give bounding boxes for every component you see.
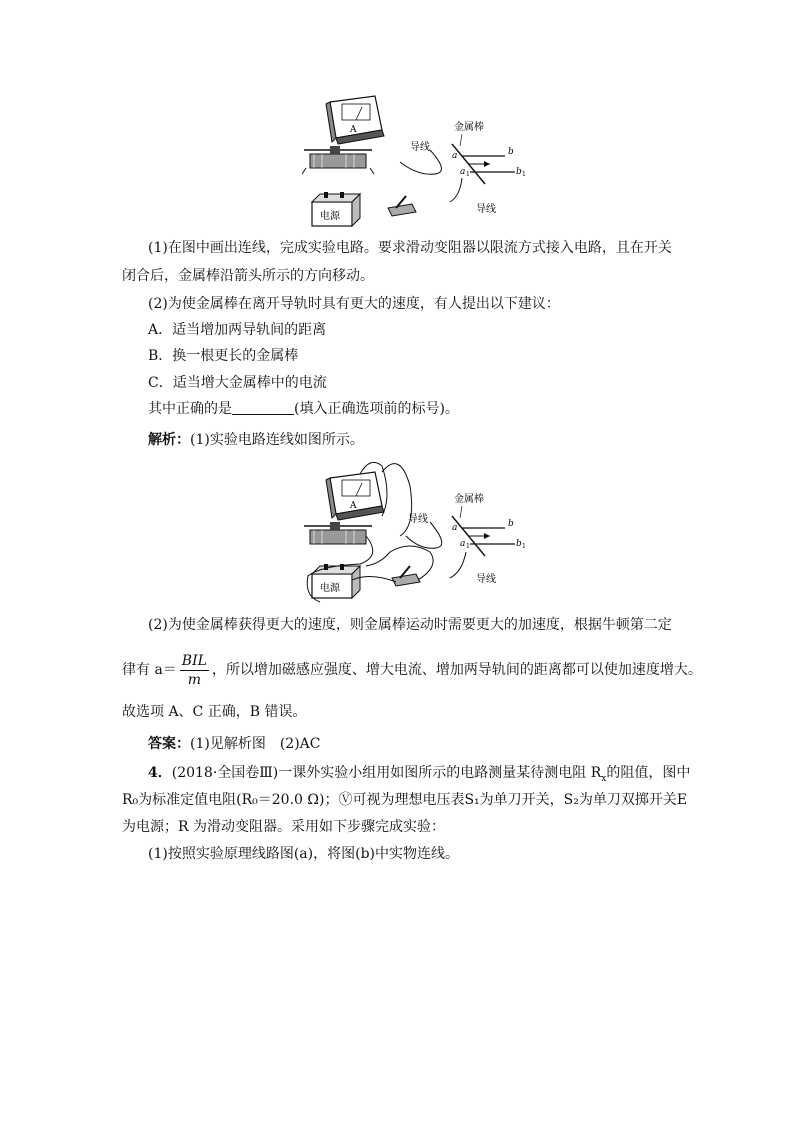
label-b1-sub: 1 xyxy=(522,171,526,178)
q4-line-1-sub: x xyxy=(601,773,607,784)
wire-label-2: 导线 xyxy=(476,574,496,585)
ammeter-label: A xyxy=(350,501,357,511)
q4-line-1-text: (2018·全国卷Ⅲ)一课外实验小组用如图所示的电路测量某待测电阻 R xyxy=(171,765,602,781)
analysis-2-line-2 xyxy=(122,650,702,690)
q4-number: 4． xyxy=(148,765,172,781)
ammeter-icon xyxy=(326,472,384,520)
q4-line-3: 为电源；R 为滑动变阻器。采用如下步骤完成实验： xyxy=(122,819,445,835)
label-b1: b xyxy=(516,167,522,177)
label-a: a xyxy=(452,151,458,161)
q4-line-1 xyxy=(148,763,690,789)
analysis-2-line-2-prefix: 律有 a＝ xyxy=(122,662,177,678)
power-label: 电源 xyxy=(320,583,340,594)
formula-fraction xyxy=(180,652,209,689)
figure-1-circuit xyxy=(300,92,540,232)
label-a1: a xyxy=(460,539,466,549)
figure-2-circuit xyxy=(300,456,540,606)
answer-line xyxy=(148,734,320,754)
option-a: A．适当增加两导轨间的距离 xyxy=(148,322,327,338)
q4-line-1-end: 的阻值，图中 xyxy=(606,765,691,781)
analysis-1: (1)实验电路连线如图所示。 xyxy=(190,432,364,448)
label-a1-sub: 1 xyxy=(466,171,470,178)
rheostat-icon xyxy=(302,146,374,174)
option-c: C．适当增大金属棒中的电流 xyxy=(148,375,327,391)
label-b: b xyxy=(508,519,514,529)
option-b: B．换一根更长的金属棒 xyxy=(148,348,299,364)
fill-suffix: (填入正确选项前的标号)。 xyxy=(294,401,459,417)
ammeter-icon xyxy=(326,96,384,144)
label-b1-sub: 1 xyxy=(522,543,526,550)
analysis-2-line-1: (2)为使金属棒获得更大的速度，则金属棒运动时需要更大的加速度，根据牛顿第二定 xyxy=(148,617,672,633)
label-a: a xyxy=(452,523,458,533)
label-a1-sub: 1 xyxy=(466,543,470,550)
q1-line-1: (1)在图中画出连线，完成实验电路。要求滑动变阻器以限流方式接入电路，且在开关 xyxy=(148,240,672,256)
rheostat-icon xyxy=(304,522,372,544)
analysis-line-1 xyxy=(148,430,364,450)
formula-denominator: m xyxy=(187,671,201,688)
analysis-label: 解析： xyxy=(148,432,190,448)
rod-label: 金属棒 xyxy=(454,122,484,133)
fill-blank-line xyxy=(148,399,459,419)
switch-icon xyxy=(388,196,416,216)
fill-prefix: 其中正确的是 xyxy=(148,401,232,417)
q4-line-2: R₀为标准定值电阻(R₀＝20.0 Ω)；Ⓥ可视为理想电压表S₁为单刀开关，S₂为单刀双掷开关E xyxy=(122,792,688,808)
q2-intro: (2)为使金属棒在离开导轨时具有更大的速度，有人提出以下建议： xyxy=(148,296,560,312)
label-b1: b xyxy=(516,539,522,549)
analysis-2-line-3: 故选项 A、C 正确，B 错误。 xyxy=(122,704,307,720)
answer-text: (1)见解析图 (2)AC xyxy=(190,736,321,752)
ammeter-label: A xyxy=(350,125,357,135)
analysis-2-line-2-suffix: ，所以增加磁感应强度、增大电流、增加两导轨间的距离都可以使加速度增大。 xyxy=(211,662,702,678)
wire-label-1: 导线 xyxy=(408,514,428,525)
label-b: b xyxy=(508,147,514,157)
label-a1: a xyxy=(460,167,466,177)
power-label: 电源 xyxy=(320,211,340,222)
switch-icon xyxy=(392,566,420,586)
q1-line-2: 闭合后，金属棒沿箭头所示的方向移动。 xyxy=(122,268,374,284)
rod-label: 金属棒 xyxy=(454,494,484,505)
answer-blank xyxy=(232,400,294,415)
answer-label: 答案： xyxy=(148,736,190,752)
wire-label-1: 导线 xyxy=(410,142,430,153)
q4-step-1: (1)按照实验原理线路图(a)，将图(b)中实物连线。 xyxy=(148,846,459,862)
formula-numerator: BIL xyxy=(181,652,207,669)
wire-label-2: 导线 xyxy=(476,204,496,215)
